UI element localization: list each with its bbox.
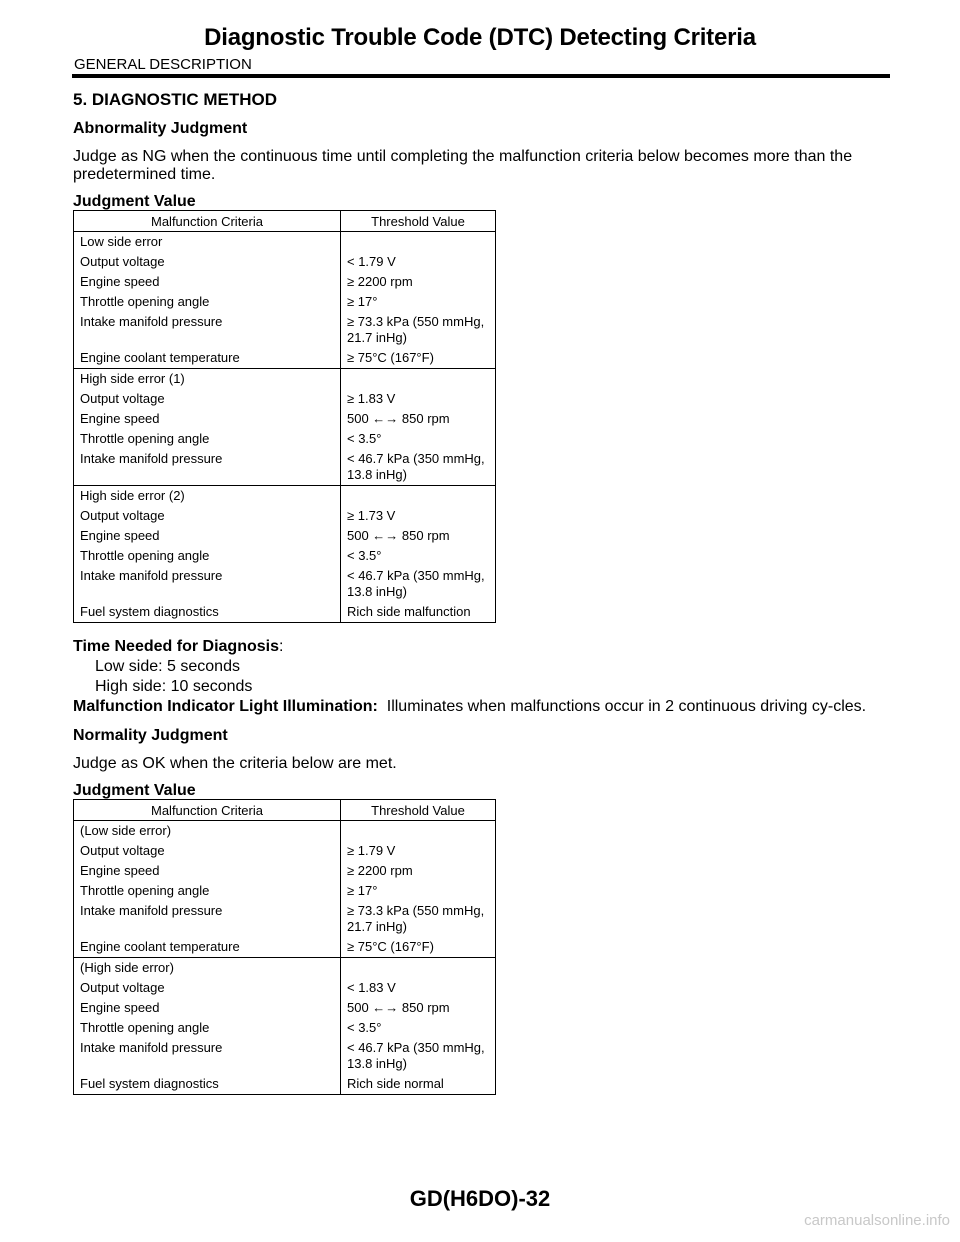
table-row [74, 978, 496, 998]
table-row [74, 292, 496, 312]
table-row [74, 566, 496, 602]
table-row [74, 252, 496, 272]
threshold-cell [341, 369, 496, 390]
criteria-cell: Engine coolant temperature [74, 348, 341, 369]
document-body [73, 90, 893, 1095]
time-needed-block: Time Needed for Diagnosis: Low side: 5 seconds High side: 10 seconds [73, 637, 893, 697]
table-row [74, 998, 496, 1018]
criteria-cell: Engine speed [74, 861, 341, 881]
table-row [74, 901, 496, 937]
page-number: GD(H6DO)-32 [409, 1186, 551, 1211]
threshold-cell: 500 ←→ 850 rpm [341, 998, 496, 1018]
criteria-cell: Intake manifold pressure [74, 901, 341, 937]
criteria-cell: Throttle opening angle [74, 546, 341, 566]
threshold-cell: ≥ 73.3 kPa (550 mmHg, 21.7 inHg) [341, 312, 496, 348]
threshold-cell: ≥ 2200 rpm [341, 272, 496, 292]
judgment-value-label-2: Judgment Value [73, 782, 196, 799]
threshold-cell: Rich side normal [341, 1074, 496, 1095]
table-row [74, 881, 496, 901]
table-row [74, 958, 496, 979]
table-row [74, 272, 496, 292]
table-row [74, 1018, 496, 1038]
threshold-cell: < 46.7 kPa (350 mmHg, 13.8 inHg) [341, 566, 496, 602]
threshold-cell: ≥ 1.83 V [341, 389, 496, 409]
criteria-cell: Engine speed [74, 526, 341, 546]
table-row [74, 369, 496, 390]
table-row [74, 348, 496, 369]
threshold-cell: ≥ 2200 rpm [341, 861, 496, 881]
table-row [74, 937, 496, 958]
page-title: Diagnostic Trouble Code (DTC) Detecting Criteria [204, 24, 756, 51]
time-low-side: Low side: 5 seconds [95, 658, 240, 675]
column-header-threshold: Threshold Value [341, 211, 496, 232]
criteria-cell: High side error (2) [74, 486, 341, 507]
column-header-threshold: Threshold Value [341, 800, 496, 821]
threshold-cell: < 1.83 V [341, 978, 496, 998]
table-row [74, 546, 496, 566]
criteria-cell: Output voltage [74, 978, 341, 998]
normality-heading: Normality Judgment [73, 727, 228, 744]
threshold-cell [341, 486, 496, 507]
threshold-cell: ≥ 75°C (167°F) [341, 937, 496, 958]
threshold-cell: Rich side malfunction [341, 602, 496, 623]
criteria-cell: Intake manifold pressure [74, 566, 341, 602]
threshold-cell: ≥ 75°C (167°F) [341, 348, 496, 369]
criteria-cell: Intake manifold pressure [74, 449, 341, 486]
criteria-cell: Low side error [74, 232, 341, 253]
threshold-cell: ≥ 17° [341, 292, 496, 312]
table-row [74, 486, 496, 507]
threshold-cell [341, 821, 496, 842]
criteria-cell: (Low side error) [74, 821, 341, 842]
criteria-cell: Engine speed [74, 272, 341, 292]
column-header-criteria: Malfunction Criteria [74, 211, 341, 232]
table-row [74, 861, 496, 881]
time-needed-label: Time Needed for Diagnosis [73, 638, 279, 655]
threshold-cell: < 46.7 kPa (350 mmHg, 13.8 inHg) [341, 1038, 496, 1074]
mil-label: Malfunction Indicator Light Illumination: [73, 698, 378, 715]
threshold-cell: ≥ 1.73 V [341, 506, 496, 526]
threshold-cell: 500 ←→ 850 rpm [341, 409, 496, 429]
abnormality-table-body [74, 232, 496, 623]
table-row [74, 821, 496, 842]
criteria-cell: Fuel system diagnostics [74, 1074, 341, 1095]
criteria-cell: Output voltage [74, 506, 341, 526]
threshold-cell [341, 232, 496, 253]
threshold-cell: ≥ 73.3 kPa (550 mmHg, 21.7 inHg) [341, 901, 496, 937]
time-high-side: High side: 10 seconds [95, 678, 253, 695]
criteria-cell: Throttle opening angle [74, 292, 341, 312]
watermark: carmanualsonline.info [804, 1212, 950, 1229]
table-row [74, 602, 496, 623]
criteria-cell: Throttle opening angle [74, 1018, 341, 1038]
criteria-cell: (High side error) [74, 958, 341, 979]
threshold-cell: < 46.7 kPa (350 mmHg, 13.8 inHg) [341, 449, 496, 486]
table-row [74, 389, 496, 409]
threshold-cell [341, 958, 496, 979]
criteria-cell: Fuel system diagnostics [74, 602, 341, 623]
method-heading: 5. DIAGNOSTIC METHOD [73, 90, 278, 109]
criteria-cell: Throttle opening angle [74, 881, 341, 901]
judgment-value-label: Judgment Value [73, 193, 196, 210]
criteria-cell: Intake manifold pressure [74, 1038, 341, 1074]
table-row [74, 506, 496, 526]
criteria-cell: Output voltage [74, 389, 341, 409]
threshold-cell: ≥ 1.79 V [341, 841, 496, 861]
abnormality-text: Judge as NG when the continuous time until completing the malfunction criteria below becomes more than the predetermined time. [73, 148, 853, 183]
criteria-cell: Engine speed [74, 409, 341, 429]
table-row [74, 841, 496, 861]
section-label: GENERAL DESCRIPTION [74, 56, 252, 73]
criteria-cell: Output voltage [74, 252, 341, 272]
mil-illumination [73, 697, 893, 717]
threshold-cell: ≥ 17° [341, 881, 496, 901]
threshold-cell: 500 ←→ 850 rpm [341, 526, 496, 546]
column-header-criteria: Malfunction Criteria [74, 800, 341, 821]
criteria-cell: Intake manifold pressure [74, 312, 341, 348]
threshold-cell: < 3.5° [341, 546, 496, 566]
criteria-cell: Engine coolant temperature [74, 937, 341, 958]
criteria-cell: High side error (1) [74, 369, 341, 390]
normality-text: Judge as OK when the criteria below are met. [73, 755, 397, 772]
normality-table-body [74, 821, 496, 1095]
table-row [74, 526, 496, 546]
threshold-cell: < 1.79 V [341, 252, 496, 272]
abnormality-heading: Abnormality Judgment [73, 120, 248, 137]
normality-judgment-table [73, 799, 496, 1095]
criteria-cell: Output voltage [74, 841, 341, 861]
table-row [74, 312, 496, 348]
table-row [74, 409, 496, 429]
criteria-cell: Throttle opening angle [74, 429, 341, 449]
table-row [74, 449, 496, 486]
table-row [74, 1038, 496, 1074]
criteria-cell: Engine speed [74, 998, 341, 1018]
table-row [74, 429, 496, 449]
header-rule [72, 74, 890, 78]
table-row [74, 1074, 496, 1095]
threshold-cell: < 3.5° [341, 429, 496, 449]
mil-text: Illuminates when malfunctions occur in 2 continuous driving cy-cles. [386, 698, 867, 715]
threshold-cell: < 3.5° [341, 1018, 496, 1038]
table-row [74, 232, 496, 253]
abnormality-judgment-table [73, 210, 496, 623]
